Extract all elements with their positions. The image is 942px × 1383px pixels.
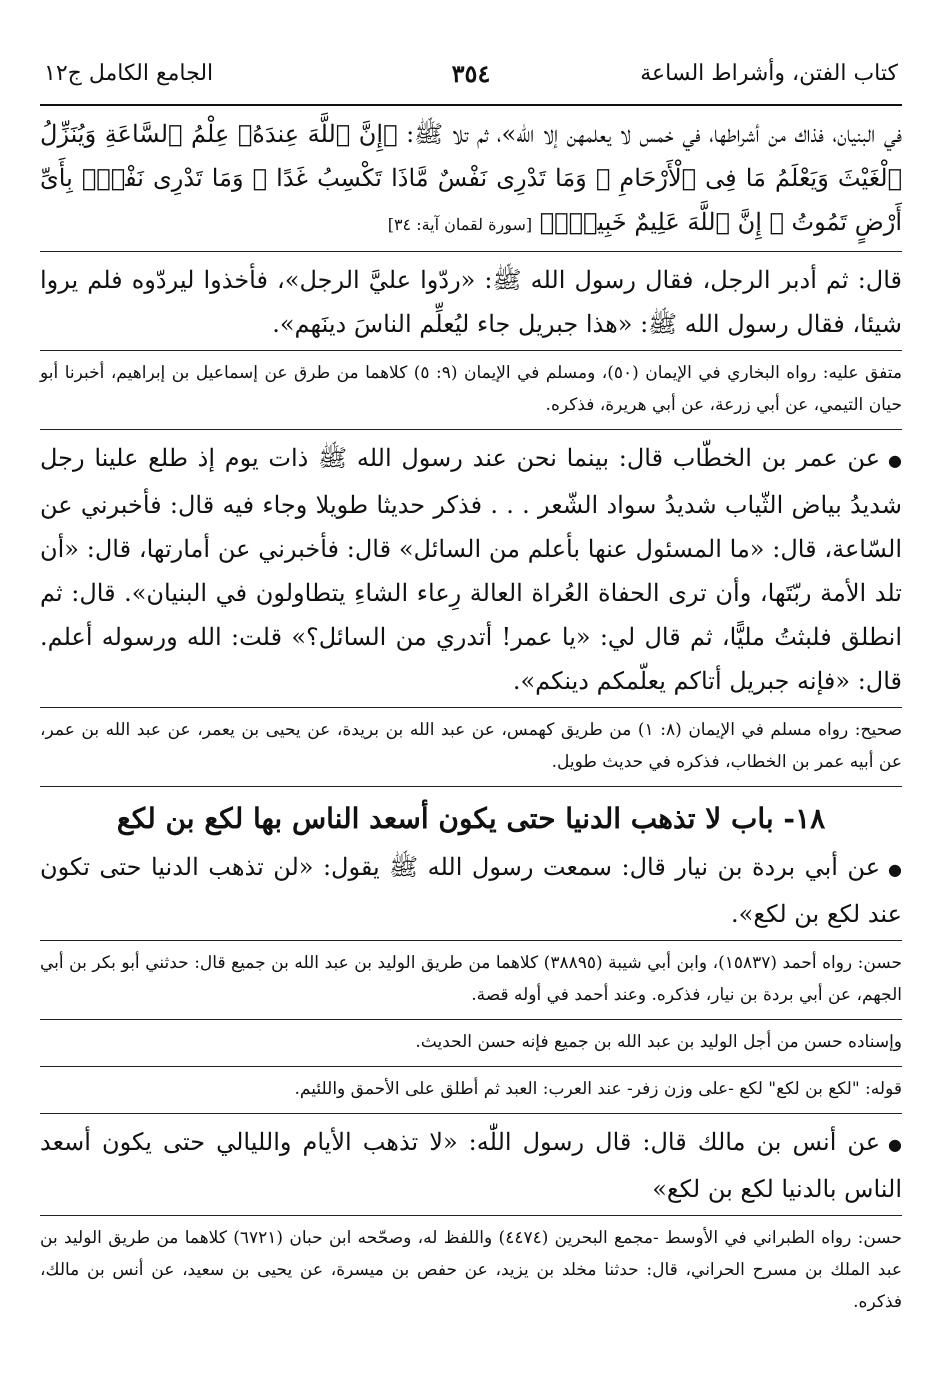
hadith-paragraph	[40, 845, 902, 936]
hadith-text: عن أنس بن مالك قال: قال رسول اللّٰه: «لا تذهب الأيام والليالي حتى يكون أسعد الناس بالدنيا لكع بن لكع»	[40, 1128, 902, 1203]
book-page	[40, 50, 902, 1326]
hadith-text: عن عمر بن الخطّاب قال: بينما نحن عند رسول الله ﷺ ذات يوم إذ طلع علينا رجل شديدُ بياض الثّياب شديدُ سواد الشّعر . . . فذكر حديثا طويلا وجاء فيه قال: فأخبرني عن السّاعة، قال: «ما المسئول عنها بأعلم من السائل» قال: فأخبرني عن أمارتها، قال: «أن تلد الأمة ربّتَها، وأن ترى الحفاة العُراة العالة رِعاء الشاءِ يتطاولون في البنيان». قال: ثم انطلق فلبثتُ مليًّا، ثم قال لي: «يا عمر! أتدري من السائل؟» قلت: الله ورسوله أعلم. قال: «فإنه جبريل أتاكم يعلّمكم دينكم».	[40, 444, 902, 695]
book-title: كتاب الفتن، وأشراط الساعة	[640, 61, 898, 86]
bullet-icon: ●	[888, 451, 902, 470]
bullet-icon: ●	[888, 1135, 902, 1154]
section-divider	[40, 251, 902, 252]
section-divider	[40, 1066, 902, 1067]
hadith-paragraph: قال: ثم أدبر الرجل، فقال رسول الله ﷺ: «ردّوا عليَّ الرجل»، فأخذوا ليردّوه فلم يروا شيئا، فقال رسول الله ﷺ: «هذا جبريل جاء ليُعلِّم الناسَ دينَهم».	[40, 266, 902, 338]
section-divider	[40, 350, 902, 351]
hadith-paragraph-quran	[40, 112, 902, 247]
hadith-paragraph	[40, 1120, 902, 1211]
chapter-heading: ١٨- باب لا تذهب الدنيا حتى يكون أسعد الناس بها لكع بن لكع	[116, 802, 826, 835]
takhrij-note: متفق عليه: رواه البخاري في الإيمان (٥٠)، ومسلم في الإيمان (٩: ٥) كلاهما من طرق عن إسماعيل بن إبراهيم، أخبرنا أبو حيان التيمي، عن أبي زرعة، عن أبي هريرة، فذكره.	[40, 363, 903, 415]
surah-reference: [سورة لقمان آية: ٣٤]	[387, 215, 533, 234]
page-number: ٣٥٤	[451, 59, 491, 88]
quran-verse: ﴿إِنَّ ٱللَّهَ عِندَهُۥ عِلْمُ ٱلسَّاعَةِ وَيُنَزِّلُ ٱلْغَيْثَ وَيَعْلَمُ مَا فِى ٱلْأَرْحَامِ ۖ وَمَا تَدْرِى نَفْسٌ مَّاذَا تَكْسِبُ غَدًا ۖ وَمَا تَدْرِى نَفْسٌۢ بِأَىِّ أَرْضٍ تَمُوتُ ۚ إِنَّ ٱللَّهَ عَلِيمٌ خَبِيرٌۢ﴾	[40, 120, 902, 236]
section-divider	[40, 1019, 902, 1020]
isnad-note: وإسناده حسن من أجل الوليد بن عبد الله بن جميع فإنه حسن الحديث.	[415, 1032, 902, 1052]
hadith-text: في البنيان، فذاك من أشراطها، في خمس لا يعلمهن إلا الله»، ثم تلا ﷺ:	[397, 120, 902, 148]
section-divider	[40, 940, 902, 941]
collection-title: الجامع الكامل ج١٢	[44, 61, 214, 86]
hadith-text: عن أبي بردة بن نيار قال: سمعت رسول الله ﷺ يقول: «لن تذهب الدنيا حتى تكون عند لكع بن لكع».	[40, 853, 902, 928]
bullet-icon: ●	[888, 860, 902, 879]
section-divider	[40, 429, 902, 430]
running-header	[40, 50, 902, 90]
takhrij-note: حسن: رواه أحمد (١٥٨٣٧)، وابن أبي شيبة (٣٨٨٩٥) كلاهما من طريق الوليد بن عبد الله بن جميع قال: حدثني أبو بكر بن أبي الجهم، عن أبي بردة بن نيار، فذكره. وعند أحمد في أوله قصة.	[40, 953, 903, 1005]
section-divider	[40, 786, 902, 787]
section-divider	[40, 707, 902, 708]
takhrij-note: حسن: رواه الطبراني في الأوسط -مجمع البحرين (٤٤٧٤) واللفظ له، وصحّحه ابن حبان (٦٧٢١) كلاهما من طريق الوليد بن عبد الملك بن مسرح الحراني، قال: حدثنا مخلد بن يزيد، عن حفص بن ميسرة، عن يحيى بن سعيد، عن أنس بن مالك، فذكره.	[40, 1228, 902, 1312]
header-divider	[40, 104, 902, 106]
takhrij-note: صحيح: رواه مسلم في الإيمان (٨: ١) من طريق كهمس، عن عبد الله بن بريدة، عن يحيى بن يعمر، عن عبد الله بن عمر، عن أبيه عمر بن الخطاب، فذكره في حديث طويل.	[40, 720, 903, 772]
glossary-note: قوله: "لكع بن لكع" لكع -على وزن زفر- عند العرب: العبد ثم أطلق على الأحمق واللئيم.	[294, 1079, 902, 1099]
section-divider	[40, 1113, 902, 1114]
hadith-paragraph	[40, 436, 902, 703]
section-divider	[40, 1215, 902, 1216]
